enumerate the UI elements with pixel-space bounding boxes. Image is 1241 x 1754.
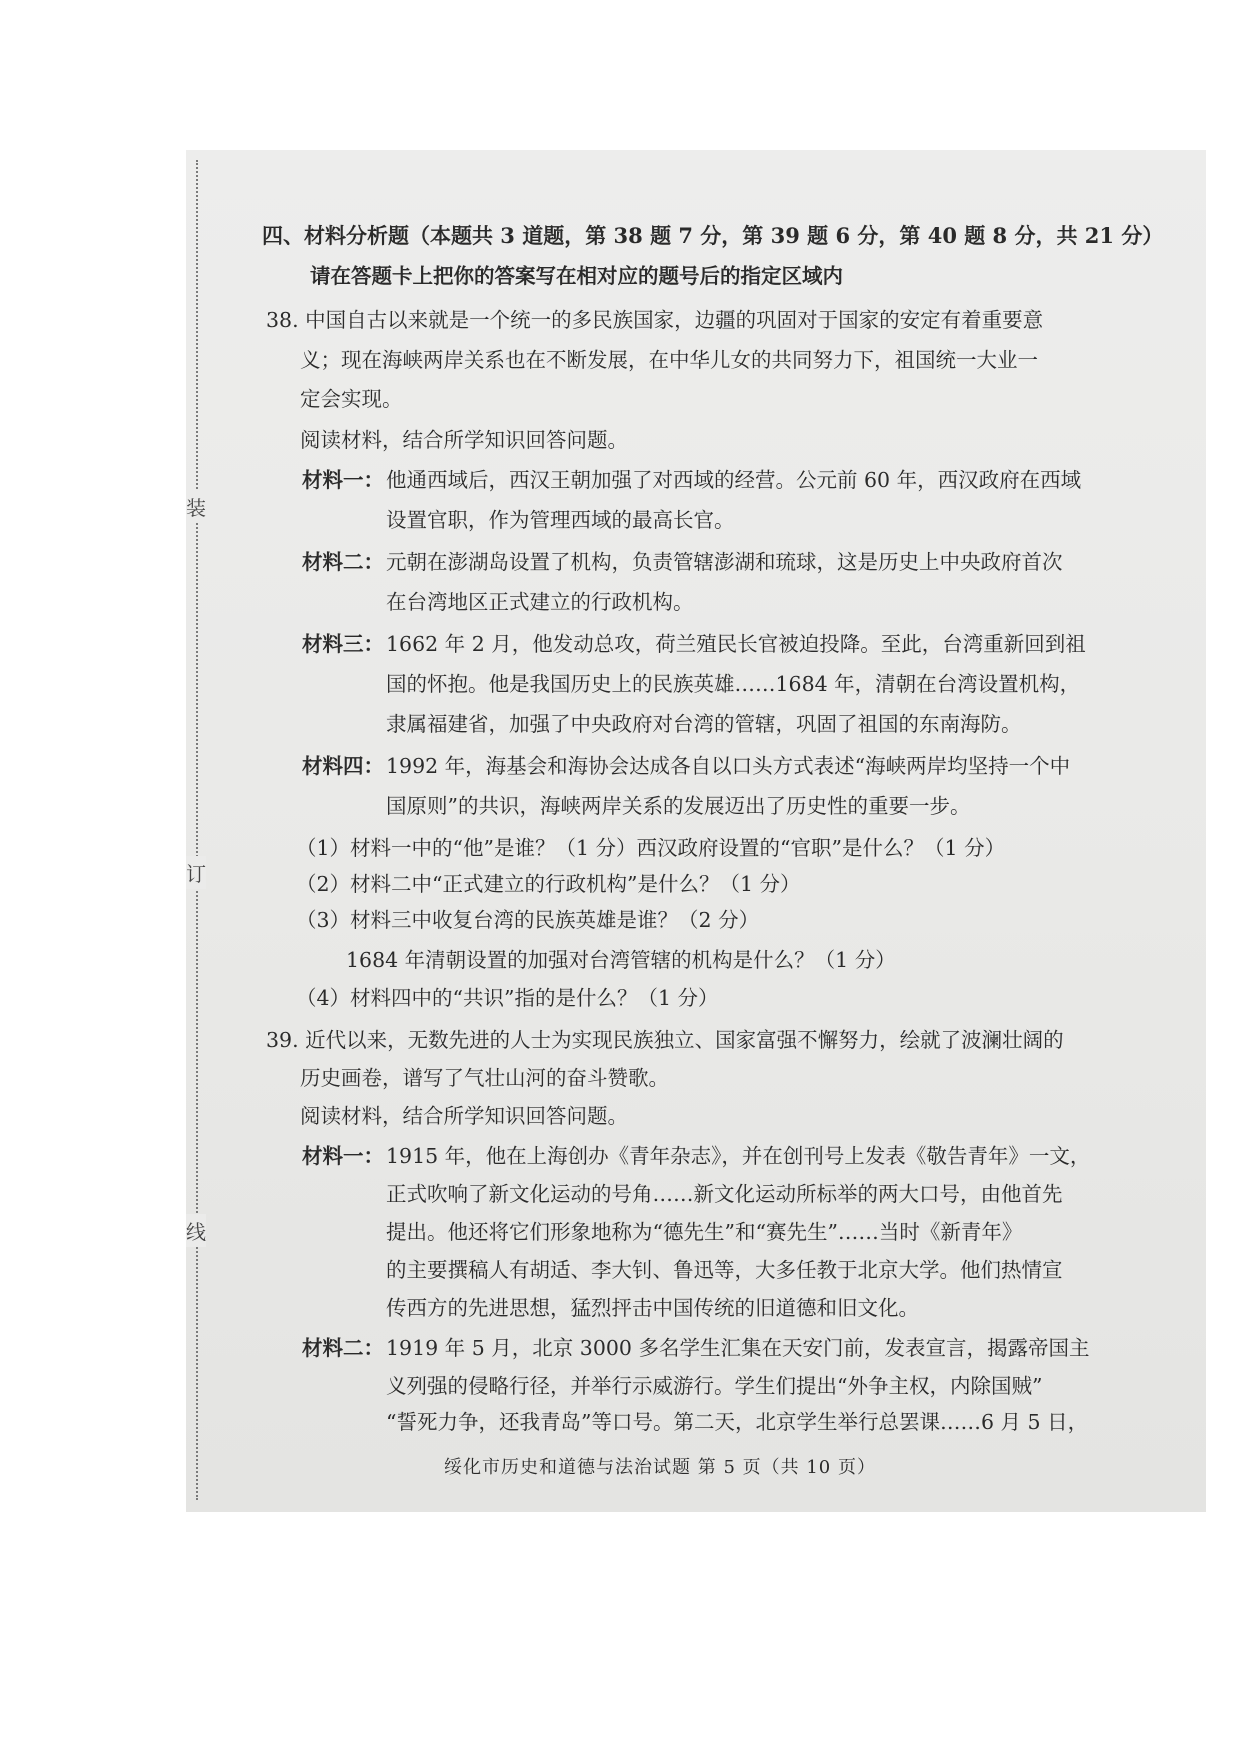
q39-material-line: 提出。他还将它们形象地称为“德先生”和“赛先生”……当时《新青年》 [386, 1220, 1023, 1244]
q39-material-line: 义列强的侵略行径，并举行示威游行。学生们提出“外争主权，内除国贼” [386, 1374, 1043, 1398]
binding-mark-xian: 线 [186, 1214, 206, 1247]
q38-sub-question: （4）材料四中的“共识”指的是什么？（1 分） [296, 986, 719, 1010]
q39-intro-line: 39. 近代以来，无数先进的人士为实现民族独立、国家富强不懈努力，绘就了波澜壮阔的 [266, 1028, 1064, 1052]
q38-sub-question: 1684 年清朝设置的加强对台湾管辖的机构是什么？（1 分） [346, 948, 896, 972]
q38-material-line: 他通西域后，西汉王朝加强了对西域的经营。公元前 60 年，西汉政府在西域 [386, 468, 1082, 492]
q39-material-label: 材料一： [302, 1144, 384, 1168]
q38-intro-line: 38. 中国自古以来就是一个统一的多民族国家，边疆的巩固对于国家的安定有着重要意 [266, 308, 1044, 332]
binding-mark-zhuang: 装 [186, 490, 206, 523]
q38-read-instruction: 阅读材料，结合所学知识回答问题。 [300, 428, 628, 452]
q38-intro-line: 定会实现。 [300, 387, 403, 411]
q39-material-line: 的主要撰稿人有胡适、李大钊、鲁迅等，大多任教于北京大学。他们热情宣 [386, 1258, 1063, 1282]
q39-material-line: 传西方的先进思想，猛烈抨击中国传统的旧道德和旧文化。 [386, 1296, 919, 1320]
q39-material-label: 材料二： [302, 1336, 384, 1360]
q38-material-line: 国原则”的共识，海峡两岸关系的发展迈出了历史性的重要一步。 [386, 794, 971, 818]
page-footer: 绥化市历史和道德与法治试题 第 5 页（共 10 页） [444, 1457, 876, 1478]
q38-material-line: 1662 年 2 月，他发动总攻，荷兰殖民长官被迫投降。至此，台湾重新回到祖 [386, 632, 1086, 656]
binding-mark-ding: 订 [186, 856, 206, 889]
q38-material-line: 1992 年，海基会和海协会达成各自以口头方式表述“海峡两岸均坚持一个中 [386, 754, 1071, 778]
q38-material-label: 材料三： [302, 632, 384, 656]
section-instruction: 请在答题卡上把你的答案写在相对应的题号后的指定区域内 [310, 264, 843, 288]
q39-material-line: “誓死力争，还我青岛”等口号。第二天，北京学生举行总罢课……6 月 5 日， [386, 1410, 1089, 1434]
q39-material-line: 1915 年，他在上海创办《青年杂志》，并在创刊号上发表《敬告青年》一文， [386, 1144, 1091, 1168]
q39-material-line: 1919 年 5 月，北京 3000 多名学生汇集在天安门前，发表宣言，揭露帝国主 [386, 1336, 1090, 1360]
q38-material-line: 在台湾地区正式建立的行政机构。 [386, 590, 694, 614]
q38-material-line: 隶属福建省，加强了中央政府对台湾的管辖，巩固了祖国的东南海防。 [386, 712, 1022, 736]
binding-dotted-line [196, 160, 198, 1500]
q39-material-line: 正式吹响了新文化运动的号角……新文化运动所标举的两大口号，由他首先 [386, 1182, 1063, 1206]
q38-material-label: 材料四： [302, 754, 384, 778]
q38-sub-question: （1）材料一中的“他”是谁？（1 分）西汉政府设置的“官职”是什么？（1 分） [296, 836, 1006, 860]
q38-material-line: 元朝在澎湖岛设置了机构，负责管辖澎湖和琉球，这是历史上中央政府首次 [386, 550, 1063, 574]
q39-read-instruction: 阅读材料，结合所学知识回答问题。 [300, 1104, 628, 1128]
q38-material-line: 设置官职，作为管理西域的最高长官。 [386, 508, 735, 532]
q38-material-label: 材料一： [302, 468, 384, 492]
section-heading: 四、材料分析题（本题共 3 道题，第 38 题 7 分，第 39 题 6 分，第 40 题 8 分，共 21 分） [262, 223, 1164, 248]
q38-material-label: 材料二： [302, 550, 384, 574]
q39-intro-line: 历史画卷，谱写了气壮山河的奋斗赞歌。 [300, 1066, 669, 1090]
q38-sub-question: （3）材料三中收复台湾的民族英雄是谁？（2 分） [296, 908, 760, 932]
q38-intro-line: 义；现在海峡两岸关系也在不断发展，在中华儿女的共同努力下，祖国统一大业一 [300, 348, 1038, 372]
q38-sub-question: （2）材料二中“正式建立的行政机构”是什么？（1 分） [296, 872, 801, 896]
q38-material-line: 国的怀抱。他是我国历史上的民族英雄……1684 年，清朝在台湾设置机构， [386, 672, 1081, 696]
